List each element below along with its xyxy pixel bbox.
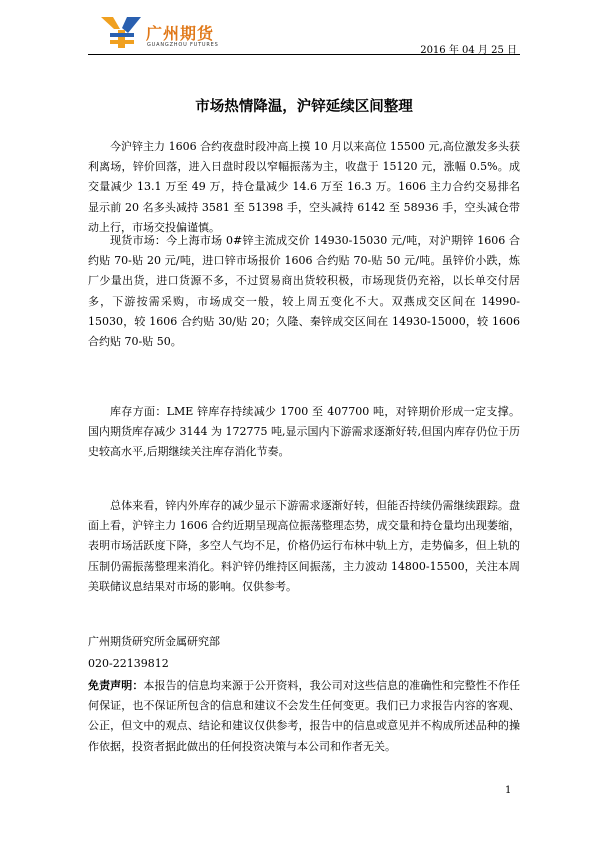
company-logo: [101, 13, 231, 53]
disclaimer-label: 免责声明：: [88, 679, 144, 692]
company-name-en: GUANGZHOU FUTURES: [147, 42, 219, 48]
report-date: 2016 年 04 月 25 日: [420, 45, 517, 56]
page-number: 1: [505, 785, 512, 796]
logo-mark-icon: [101, 15, 143, 49]
paragraph-inventory: 库存方面：LME 锌库存持续减少 1700 至 407700 吨，对锌期价形成一定支撑。国内期货库存减少 3144 为 172775 吨,显示国内下游需求逐渐好转,但国内库存仍位于历史较高水平,后期继续关注库存消化节奏。: [88, 405, 520, 459]
department-name: 广州期货研究所金属研究部: [88, 635, 220, 648]
paragraph-market-summary: 今沪锌主力 1606 合约夜盘时段冲高上摸 10 月以来高位 15500 元,高位激发多头获利离场，锌价回落，进入日盘时段以窄幅振荡为主，收盘于 15120 元，涨幅 0.5%。成交量减少 13.1 万至 49 万，持仓量减少 14.6 万至 16.3 万。1606 主力合约交易排名显示前 20 名多头减持 3581 至 51398 手，空头减持 6142 至 58936 手，空头减仓带动上行，市场交投偏谨慎。: [88, 140, 520, 234]
disclaimer: [88, 676, 520, 757]
paragraph-outlook: 总体来看，锌内外库存的减少显示下游需求逐渐好转，但能否持续仍需继续跟踪。盘面上看，沪锌主力 1606 合约近期呈现高位振荡整理态势，成交量和持仓量均出现萎缩，表明市场活跃度下降，多空人气均不足，价格仍运行布林中轨上方，走势偏多，但上轨的压制仍需振荡整理来消化。料沪锌仍维持区间振荡，主力波动 14800-15500，关注本周美联储议息结果对市场的影响。仅供参考。: [88, 499, 520, 593]
disclaimer-text: 本报告的信息均来源于公开资料，我公司对这些信息的准确性和完整性不作任何保证，也不保证所包含的信息和建议不会发生任何变更。我们已力求报告内容的客观、公正，但文中的观点、结论和建议仅供参考，报告中的信息或意见并不构成所述品种的操作依据，投资者据此做出的任何投资决策与本公司和作者无关。: [88, 679, 521, 753]
report-title: 市场热情降温，沪锌延续区间整理: [195, 99, 413, 115]
header-divider: [88, 54, 520, 55]
company-name-cn: 广州期货: [146, 24, 215, 43]
contact-phone: 020-22139812: [88, 657, 169, 670]
paragraph-spot-market: 现货市场：今上海市场 0#锌主流成交价 14930-15030 元/吨，对沪期锌 1606 合约贴 70-贴 20 元/吨，进口锌市场报价 1606 合约贴 70-贴 50 元/吨。虽锌价小跌，炼厂少量出货，进口货源不多，不过贸易商出货较积极，市场现货仍充裕，以长单交付居多，下游按需采购，市场成交一般，较上周五变化不大。双燕成交区间在 14990-15030，较 1606 合约贴 30/贴 20；久隆、秦锌成交区间在 14930-15000，较 1606 合约贴 70-贴 50。: [88, 234, 520, 349]
